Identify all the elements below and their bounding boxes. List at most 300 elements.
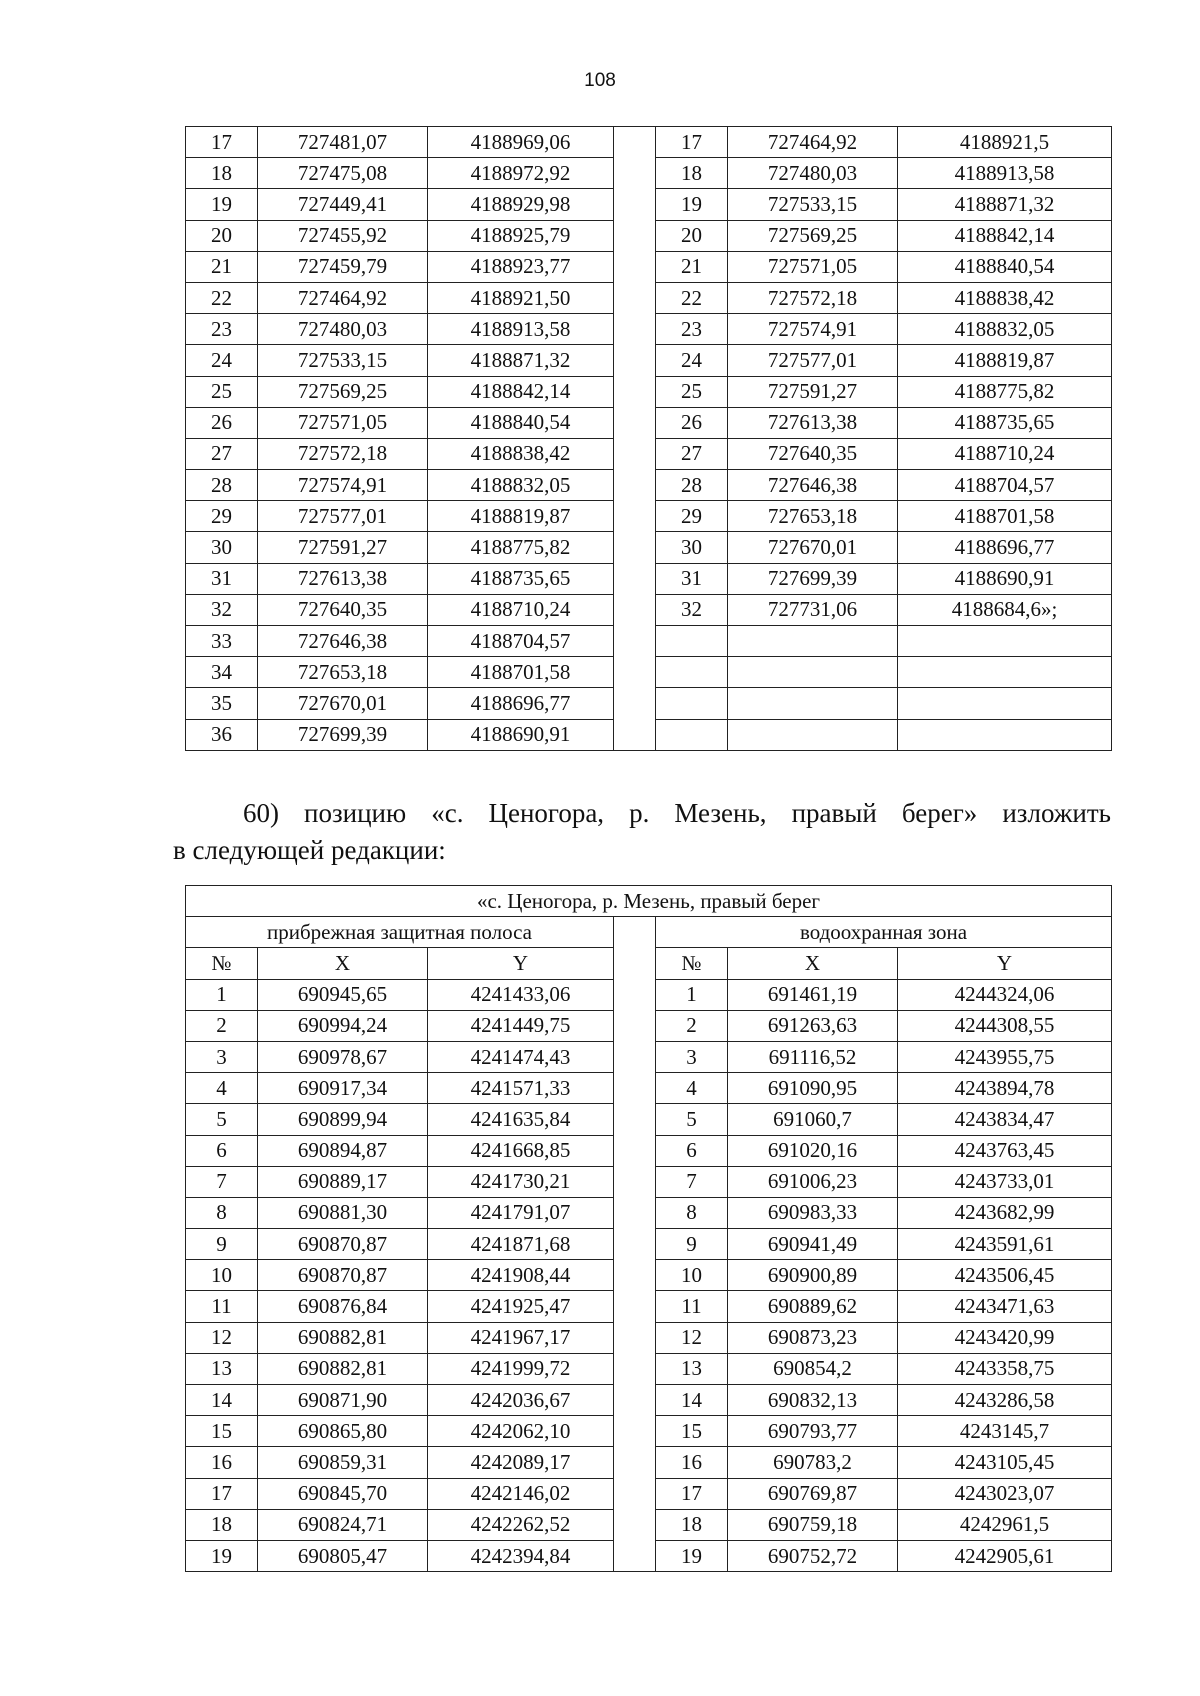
point-number-cell: 30 [656,532,728,563]
x-coordinate-cell: 690899,94 [258,1104,428,1135]
table-row [186,438,1112,469]
point-number-cell: 3 [186,1041,258,1072]
column-gap [614,1041,656,1072]
x-coordinate-cell: 727653,18 [258,657,428,688]
point-number-cell: 15 [656,1416,728,1447]
point-number-cell: 29 [186,501,258,532]
table-row [186,594,1112,625]
column-gap [614,1104,656,1135]
x-coordinate-cell [728,688,898,719]
table-row [186,1478,1112,1509]
point-number-cell: 6 [656,1135,728,1166]
column-gap [614,719,656,750]
x-coordinate-cell: 691116,52 [728,1041,898,1072]
y-coordinate-cell: 4242905,61 [898,1540,1112,1571]
x-coordinate-cell: 690889,62 [728,1291,898,1322]
y-coordinate-cell: 4241925,47 [428,1291,614,1322]
column-gap [614,189,656,220]
point-number-cell: 31 [186,563,258,594]
y-coordinate-cell [898,719,1112,750]
table-title: «с. Ценогора, р. Мезень, правый берег [186,886,1112,917]
column-gap [614,1478,656,1509]
point-number-cell: 32 [656,594,728,625]
point-number-cell: 17 [656,127,728,158]
point-number-cell: 15 [186,1416,258,1447]
y-coordinate-cell: 4241571,33 [428,1073,614,1104]
point-number-cell: 32 [186,594,258,625]
x-coordinate-cell: 691006,23 [728,1166,898,1197]
y-coordinate-cell: 4243145,7 [898,1416,1112,1447]
y-coordinate-cell: 4188838,42 [898,282,1112,313]
x-coordinate-cell: 727455,92 [258,220,428,251]
x-coordinate-cell: 727613,38 [728,407,898,438]
coordinates-table-body [186,127,1112,751]
y-coordinate-cell: 4242146,02 [428,1478,614,1509]
x-coordinate-cell: 690783,2 [728,1447,898,1478]
x-coordinate-cell: 690917,34 [258,1073,428,1104]
x-coordinate-cell: 727572,18 [258,438,428,469]
y-coordinate-cell: 4188690,91 [428,719,614,750]
y-coordinate-cell: 4242961,5 [898,1509,1112,1540]
x-coordinate-cell: 727591,27 [258,532,428,563]
point-number-cell: 31 [656,563,728,594]
x-coordinate-cell: 690865,80 [258,1416,428,1447]
x-coordinate-cell: 691060,7 [728,1104,898,1135]
y-coordinate-cell: 4188704,57 [898,470,1112,501]
x-coordinate-cell: 727731,06 [728,594,898,625]
point-number-cell: 8 [656,1197,728,1228]
x-coordinate-cell: 690845,70 [258,1478,428,1509]
table-row [186,1166,1112,1197]
x-coordinate-cell: 690759,18 [728,1509,898,1540]
y-coordinate-cell [898,657,1112,688]
x-coordinate-cell [728,626,898,657]
column-gap [614,127,656,158]
y-coordinate-cell: 4243420,99 [898,1322,1112,1353]
x-coordinate-cell: 727533,15 [258,345,428,376]
table-row [186,688,1112,719]
column-gap [614,251,656,282]
x-coordinate-cell: 690889,17 [258,1166,428,1197]
table-row [186,282,1112,313]
y-coordinate-cell: 4243682,99 [898,1197,1112,1228]
x-coordinate-cell: 727571,05 [258,407,428,438]
column-gap [614,470,656,501]
x-coordinate-cell: 727574,91 [258,470,428,501]
y-coordinate-cell: 4241967,17 [428,1322,614,1353]
x-coordinate-cell: 690945,65 [258,979,428,1010]
table-row [186,979,1112,1010]
point-number-cell: 18 [656,158,728,189]
point-number-cell [656,719,728,750]
point-number-cell: 13 [656,1353,728,1384]
point-number-cell: 6 [186,1135,258,1166]
table-row [186,376,1112,407]
x-coordinate-cell [728,719,898,750]
point-number-cell: 23 [186,314,258,345]
x-coordinate-cell: 727591,27 [728,376,898,407]
x-coordinate-cell: 690894,87 [258,1135,428,1166]
x-coordinate-cell: 727475,08 [258,158,428,189]
x-coordinate-cell: 690983,33 [728,1197,898,1228]
x-coordinate-cell: 727533,15 [728,189,898,220]
table-row [186,657,1112,688]
y-coordinate-cell: 4241730,21 [428,1166,614,1197]
y-coordinate-cell: 4243955,75 [898,1041,1112,1072]
table-row [186,1197,1112,1228]
x-coordinate-cell: 727572,18 [728,282,898,313]
table-row [186,719,1112,750]
column-gap [614,626,656,657]
point-number-cell: 21 [186,251,258,282]
y-coordinate-cell: 4188913,58 [898,158,1112,189]
point-number-cell: 9 [186,1229,258,1260]
x-coordinate-cell: 691020,16 [728,1135,898,1166]
point-number-cell: 19 [656,1540,728,1571]
x-coordinate-cell: 690832,13 [728,1385,898,1416]
table-row [186,1509,1112,1540]
point-number-cell: 11 [186,1291,258,1322]
y-coordinate-cell: 4188684,6»; [898,594,1112,625]
y-coordinate-cell: 4188842,14 [428,376,614,407]
table-row [186,1416,1112,1447]
column-gap [614,1260,656,1291]
point-number-cell: 24 [186,345,258,376]
y-coordinate-cell: 4188840,54 [428,407,614,438]
amendment-paragraph [173,795,1111,869]
table-row [186,1447,1112,1478]
x-coordinate-cell: 727699,39 [728,563,898,594]
y-coordinate-cell: 4243105,45 [898,1447,1112,1478]
y-coordinate-cell: 4188923,77 [428,251,614,282]
y-coordinate-cell: 4242036,67 [428,1385,614,1416]
x-coordinate-cell: 690752,72 [728,1540,898,1571]
x-coordinate-cell: 690978,67 [258,1041,428,1072]
x-coordinate-cell: 727569,25 [728,220,898,251]
column-gap [614,1291,656,1322]
column-header-number: № [186,948,258,979]
y-coordinate-cell: 4242394,84 [428,1540,614,1571]
y-coordinate-cell: 4188690,91 [898,563,1112,594]
y-coordinate-cell: 4241474,43 [428,1041,614,1072]
point-number-cell: 17 [186,1478,258,1509]
point-number-cell: 4 [186,1073,258,1104]
y-coordinate-cell: 4188921,5 [898,127,1112,158]
x-coordinate-cell: 691263,63 [728,1010,898,1041]
point-number-cell: 35 [186,688,258,719]
y-coordinate-cell: 4188704,57 [428,626,614,657]
y-coordinate-cell: 4188819,87 [898,345,1112,376]
y-coordinate-cell: 4241433,06 [428,979,614,1010]
x-coordinate-cell: 727480,03 [258,314,428,345]
x-coordinate-cell: 727459,79 [258,251,428,282]
column-gap [614,1385,656,1416]
x-coordinate-cell: 727640,35 [728,438,898,469]
y-coordinate-cell: 4241791,07 [428,1197,614,1228]
paragraph-line-2: в следующей редакции: [173,835,446,865]
y-coordinate-cell: 4241871,68 [428,1229,614,1260]
y-coordinate-cell: 4242262,52 [428,1509,614,1540]
point-number-cell: 27 [186,438,258,469]
column-gap [614,657,656,688]
column-gap [614,1197,656,1228]
y-coordinate-cell: 4188696,77 [898,532,1112,563]
paragraph-line-1: 60) позицию «с. Ценогора, р. Мезень, правый берег» изложить [243,798,1111,828]
point-number-cell: 26 [656,407,728,438]
y-coordinate-cell: 4188735,65 [898,407,1112,438]
column-gap [614,376,656,407]
y-coordinate-cell: 4188710,24 [898,438,1112,469]
column-gap [614,917,656,979]
section-header-coastal-strip: прибрежная защитная полоса [186,917,614,948]
x-coordinate-cell: 690882,81 [258,1322,428,1353]
y-coordinate-cell: 4188775,82 [898,376,1112,407]
y-coordinate-cell: 4188701,58 [898,501,1112,532]
point-number-cell: 14 [656,1385,728,1416]
column-gap [614,1073,656,1104]
y-coordinate-cell: 4242062,10 [428,1416,614,1447]
table-row [186,127,1112,158]
x-coordinate-cell: 690900,89 [728,1260,898,1291]
column-gap [614,1322,656,1353]
table-row [186,407,1112,438]
y-coordinate-cell [898,626,1112,657]
point-number-cell: 28 [186,470,258,501]
point-number-cell: 22 [186,282,258,313]
point-number-cell: 5 [656,1104,728,1135]
y-coordinate-cell: 4188840,54 [898,251,1112,282]
point-number-cell: 18 [186,1509,258,1540]
column-header-x: X [258,948,428,979]
x-coordinate-cell: 690854,2 [728,1353,898,1384]
point-number-cell: 28 [656,470,728,501]
y-coordinate-cell: 4188929,98 [428,189,614,220]
x-coordinate-cell: 690769,87 [728,1478,898,1509]
column-gap [614,594,656,625]
point-number-cell: 9 [656,1229,728,1260]
y-coordinate-cell: 4188832,05 [428,470,614,501]
column-header-x: X [728,948,898,979]
y-coordinate-cell: 4188710,24 [428,594,614,625]
table-row [186,314,1112,345]
section-header-row [186,917,1112,948]
table-row [186,1229,1112,1260]
point-number-cell: 34 [186,657,258,688]
x-coordinate-cell: 727481,07 [258,127,428,158]
point-number-cell: 19 [186,1540,258,1571]
y-coordinate-cell: 4188972,92 [428,158,614,189]
column-gap [614,1416,656,1447]
x-coordinate-cell: 690941,49 [728,1229,898,1260]
x-coordinate-cell: 727670,01 [258,688,428,719]
y-coordinate-cell: 4243471,63 [898,1291,1112,1322]
point-number-cell: 18 [186,158,258,189]
point-number-cell [656,626,728,657]
x-coordinate-cell: 690871,90 [258,1385,428,1416]
column-gap [614,1229,656,1260]
table-row [186,626,1112,657]
y-coordinate-cell: 4242089,17 [428,1447,614,1478]
x-coordinate-cell: 727670,01 [728,532,898,563]
column-gap [614,1010,656,1041]
table-row [186,220,1112,251]
point-number-cell: 25 [186,376,258,407]
point-number-cell: 4 [656,1073,728,1104]
x-coordinate-cell: 727646,38 [728,470,898,501]
table-row [186,345,1112,376]
table-row [186,1385,1112,1416]
x-coordinate-cell: 727577,01 [728,345,898,376]
point-number-cell: 14 [186,1385,258,1416]
x-coordinate-cell: 690881,30 [258,1197,428,1228]
coordinates-table-body [186,979,1112,1572]
column-gap [614,563,656,594]
point-number-cell: 7 [656,1166,728,1197]
y-coordinate-cell: 4243506,45 [898,1260,1112,1291]
x-coordinate-cell: 690994,24 [258,1010,428,1041]
table-row [186,470,1112,501]
y-coordinate-cell: 4188701,58 [428,657,614,688]
y-coordinate-cell: 4243733,01 [898,1166,1112,1197]
point-number-cell: 16 [656,1447,728,1478]
y-coordinate-cell: 4188775,82 [428,532,614,563]
point-number-cell: 2 [656,1010,728,1041]
table-row [186,1041,1112,1072]
tsenogora-coordinates-table [185,885,1112,1572]
y-coordinate-cell: 4188921,50 [428,282,614,313]
table-row [186,1010,1112,1041]
table-row [186,563,1112,594]
x-coordinate-cell: 727699,39 [258,719,428,750]
point-number-cell: 22 [656,282,728,313]
column-gap [614,1166,656,1197]
column-gap [614,438,656,469]
y-coordinate-cell: 4241999,72 [428,1353,614,1384]
x-coordinate-cell: 727574,91 [728,314,898,345]
point-number-cell [656,657,728,688]
point-number-cell [656,688,728,719]
column-gap [614,220,656,251]
y-coordinate-cell: 4241908,44 [428,1260,614,1291]
column-header-number: № [656,948,728,979]
column-gap [614,1135,656,1166]
y-coordinate-cell: 4243023,07 [898,1478,1112,1509]
table-row [186,189,1112,220]
x-coordinate-cell: 727569,25 [258,376,428,407]
point-number-cell: 5 [186,1104,258,1135]
table-row [186,1291,1112,1322]
point-number-cell: 30 [186,532,258,563]
point-number-cell: 24 [656,345,728,376]
x-coordinate-cell: 727646,38 [258,626,428,657]
point-number-cell: 16 [186,1447,258,1478]
x-coordinate-cell: 727464,92 [258,282,428,313]
column-header-y: Y [428,948,614,979]
x-coordinate-cell: 727640,35 [258,594,428,625]
point-number-cell: 20 [656,220,728,251]
table-row [186,532,1112,563]
point-number-cell: 3 [656,1041,728,1072]
table-title-row [186,886,1112,917]
column-gap [614,282,656,313]
x-coordinate-cell: 690870,87 [258,1260,428,1291]
column-gap [614,1353,656,1384]
table-row [186,158,1112,189]
point-number-cell: 17 [186,127,258,158]
x-coordinate-cell: 690824,71 [258,1509,428,1540]
point-number-cell: 25 [656,376,728,407]
point-number-cell: 27 [656,438,728,469]
table-row [186,1260,1112,1291]
point-number-cell: 19 [186,189,258,220]
table-row [186,251,1112,282]
y-coordinate-cell: 4188913,58 [428,314,614,345]
page-number: 108 [584,70,616,91]
x-coordinate-cell: 690882,81 [258,1353,428,1384]
x-coordinate-cell: 690793,77 [728,1416,898,1447]
point-number-cell: 26 [186,407,258,438]
point-number-cell: 36 [186,719,258,750]
point-number-cell: 2 [186,1010,258,1041]
point-number-cell: 20 [186,220,258,251]
column-gap [614,1540,656,1571]
table-row [186,1104,1112,1135]
column-header-y: Y [898,948,1112,979]
y-coordinate-cell: 4188696,77 [428,688,614,719]
column-gap [614,1447,656,1478]
y-coordinate-cell: 4188871,32 [428,345,614,376]
y-coordinate-cell: 4188871,32 [898,189,1112,220]
table-row [186,1540,1112,1571]
y-coordinate-cell: 4243358,75 [898,1353,1112,1384]
y-coordinate-cell [898,688,1112,719]
y-coordinate-cell: 4241449,75 [428,1010,614,1041]
x-coordinate-cell: 727613,38 [258,563,428,594]
point-number-cell: 12 [186,1322,258,1353]
point-number-cell: 8 [186,1197,258,1228]
point-number-cell: 21 [656,251,728,282]
column-gap [614,979,656,1010]
point-number-cell: 19 [656,189,728,220]
column-gap [614,158,656,189]
x-coordinate-cell: 727480,03 [728,158,898,189]
point-number-cell: 29 [656,501,728,532]
y-coordinate-cell: 4188969,06 [428,127,614,158]
column-gap [614,688,656,719]
x-coordinate-cell: 727449,41 [258,189,428,220]
y-coordinate-cell: 4243763,45 [898,1135,1112,1166]
point-number-cell: 13 [186,1353,258,1384]
table-row [186,1073,1112,1104]
x-coordinate-cell: 691090,95 [728,1073,898,1104]
column-gap [614,345,656,376]
table-row [186,1322,1112,1353]
point-number-cell: 12 [656,1322,728,1353]
x-coordinate-cell: 690876,84 [258,1291,428,1322]
x-coordinate-cell: 727464,92 [728,127,898,158]
x-coordinate-cell: 727577,01 [258,501,428,532]
point-number-cell: 7 [186,1166,258,1197]
column-gap [614,314,656,345]
y-coordinate-cell: 4243591,61 [898,1229,1112,1260]
y-coordinate-cell: 4188819,87 [428,501,614,532]
table-row [186,1135,1112,1166]
table-row [186,501,1112,532]
x-coordinate-cell: 727653,18 [728,501,898,532]
point-number-cell: 10 [186,1260,258,1291]
point-number-cell: 1 [656,979,728,1010]
y-coordinate-cell: 4243286,58 [898,1385,1112,1416]
